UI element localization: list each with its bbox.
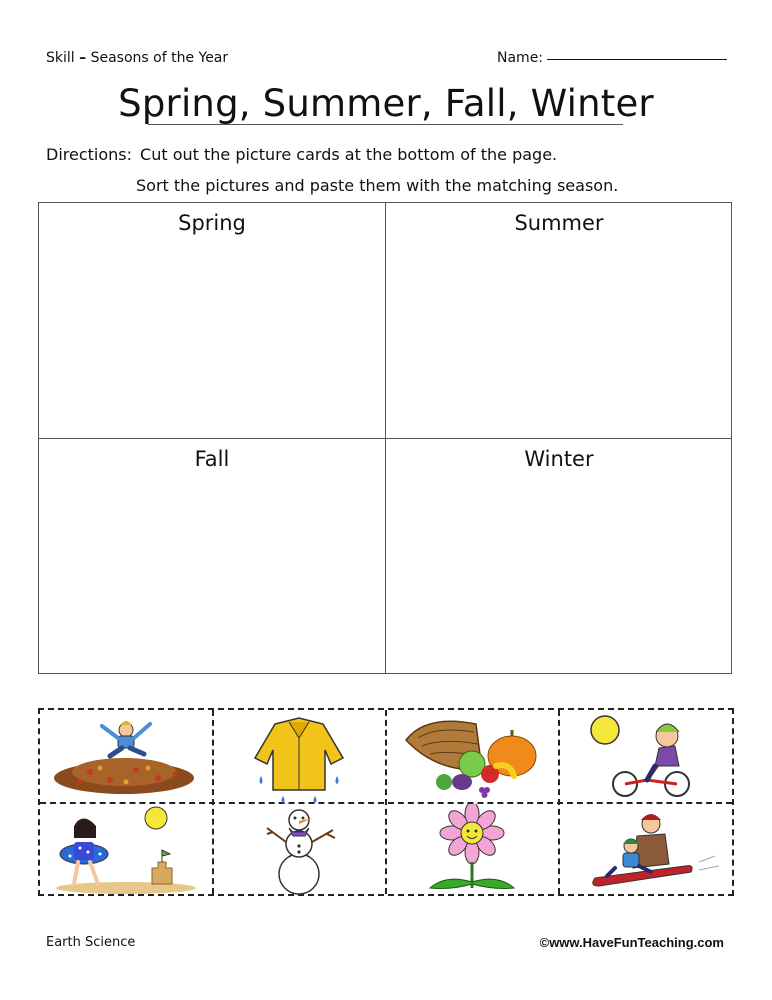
- season-label-fall: Fall: [194, 447, 230, 471]
- season-box-spring[interactable]: [39, 203, 386, 439]
- card-leaf-pile[interactable]: [40, 710, 213, 803]
- leaf-pile-jump-icon: [40, 710, 213, 803]
- name-label: Name:: [497, 50, 544, 66]
- name-field[interactable]: [497, 50, 727, 66]
- name-blank-line[interactable]: [547, 59, 727, 60]
- page-title: Spring, Summer, Fall, Winter: [118, 82, 654, 125]
- season-box-fall[interactable]: [39, 439, 386, 674]
- card-cornucopia[interactable]: [386, 710, 559, 803]
- season-sort-grid: [38, 202, 732, 674]
- girl-beach-sandcastle-icon: [40, 804, 213, 897]
- season-label-spring: Spring: [178, 211, 246, 235]
- season-label-summer: Summer: [514, 211, 604, 235]
- sled-ride-icon: [559, 804, 732, 897]
- card-snowman[interactable]: [213, 804, 386, 897]
- card-sled[interactable]: [559, 804, 732, 897]
- directions-line-1: Directions: Cut out the picture cards at the bottom of the page.: [46, 145, 558, 164]
- skill-label: Skill – Seasons of the Year: [46, 50, 229, 66]
- skill-dash: –: [79, 50, 87, 66]
- skill-topic: Seasons of the Year: [90, 50, 229, 66]
- card-beach-girl[interactable]: [40, 804, 213, 897]
- footer-website-link[interactable]: ©www.HaveFunTeaching.com: [539, 935, 724, 950]
- bike-rider-sun-icon: [559, 710, 732, 803]
- raincoat-icon: [213, 710, 386, 803]
- directions-line-2: Sort the pictures and paste them with the matching season.: [136, 176, 619, 195]
- cornucopia-icon: [386, 710, 559, 803]
- season-label-winter: Winter: [524, 447, 594, 471]
- title-underline: [148, 124, 623, 125]
- card-bike-rider[interactable]: [559, 710, 732, 803]
- footer-subject: Earth Science: [46, 935, 136, 950]
- card-flower[interactable]: [386, 804, 559, 897]
- card-raincoat[interactable]: [213, 710, 386, 803]
- picture-cards: [38, 708, 734, 896]
- season-box-summer[interactable]: [386, 203, 732, 439]
- directions-label: Directions:: [46, 145, 133, 164]
- snowman-icon: [213, 804, 386, 897]
- flower-icon: [386, 804, 559, 897]
- season-box-winter[interactable]: [386, 439, 732, 674]
